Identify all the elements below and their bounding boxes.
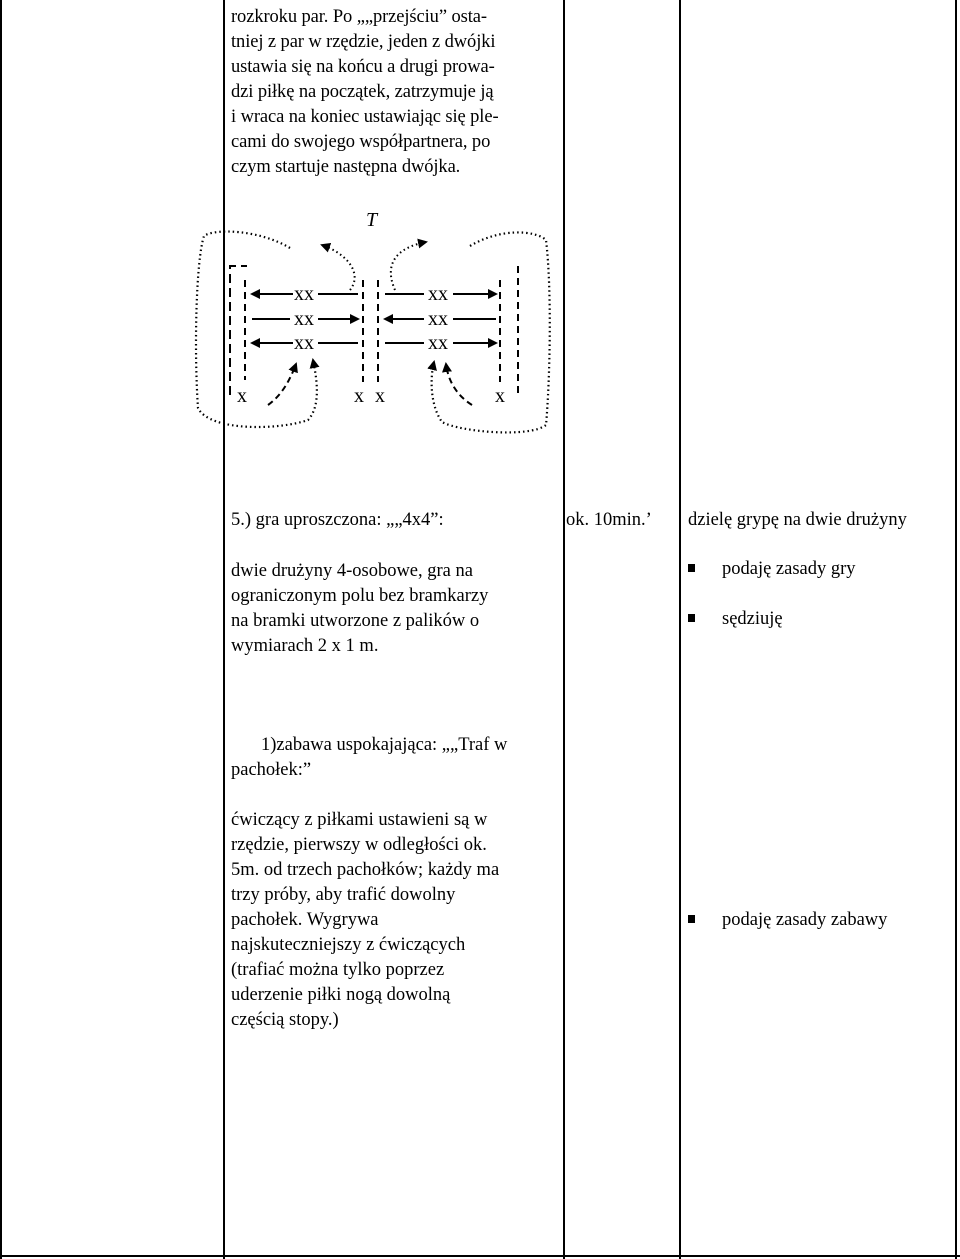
pair-label: xx xyxy=(428,332,448,354)
exercise-line: na bramki utworzone z palików o xyxy=(231,611,480,631)
square-bullet-icon xyxy=(688,614,695,622)
game-line: (trafiać można tylko poprzez xyxy=(231,960,445,980)
player-label: x xyxy=(354,385,364,407)
dashed-arrow-right xyxy=(446,364,472,405)
player-label: x xyxy=(375,385,385,407)
intro-line: cami do swojego współpartnera, po xyxy=(231,132,491,152)
table-border-bottom xyxy=(0,1255,960,1257)
game-line: trzy próby, aby trafić dowolny xyxy=(231,885,456,905)
table-border-right xyxy=(955,0,957,1259)
method-bullet: podaję zasady zabawy xyxy=(722,910,888,930)
method-bullet: podaję zasady gry xyxy=(722,559,856,579)
square-bullet-icon xyxy=(688,915,695,923)
exercise-line: wymiarach 2 x 1 m. xyxy=(231,636,379,656)
table-border-left xyxy=(0,0,2,1259)
player-label: x xyxy=(495,385,505,407)
pair-label: xx xyxy=(294,308,314,330)
drill-diagram xyxy=(190,200,560,460)
exercise-line: ograniczonym polu bez bramkarzy xyxy=(231,586,489,606)
intro-line: czym startuje następna dwójka. xyxy=(231,157,461,177)
method-bullet: sędziuję xyxy=(722,609,783,629)
dotted-loop-right xyxy=(432,232,550,432)
game-line: 5m. od trzech pachołków; każdy ma xyxy=(231,860,500,880)
game-title: 1)zabawa uspokajająca: „„Traf w xyxy=(261,735,508,755)
intro-line: ustawia się na końcu a drugi prowa- xyxy=(231,57,495,77)
game-line: ćwiczący z piłkami ustawieni są w xyxy=(231,810,488,830)
game-line: najskuteczniejszy z ćwiczących xyxy=(231,935,466,955)
game-title: pachołek:” xyxy=(231,760,312,780)
dashed-arrow-left xyxy=(268,364,296,405)
game-line: uderzenie piłki nogą dowolną xyxy=(231,985,451,1005)
exercise-time: ok. 10min.’ xyxy=(566,510,652,530)
dotted-curve-left xyxy=(322,245,355,290)
pair-label: xx xyxy=(428,308,448,330)
game-line: rzędzie, pierwszy w odległości ok. xyxy=(231,835,487,855)
intro-line: dzi piłkę na początek, zatrzymuje ją xyxy=(231,82,494,102)
pair-label: xx xyxy=(294,283,314,305)
dotted-curve-center-right xyxy=(391,242,426,290)
player-label: x xyxy=(237,385,247,407)
game-line: częścią stopy.) xyxy=(231,1010,339,1030)
square-bullet-icon xyxy=(688,564,695,572)
pair-label: xx xyxy=(428,283,448,305)
table-border-col3 xyxy=(679,0,681,1259)
game-line: pachołek. Wygrywa xyxy=(231,910,379,930)
intro-line: rozkroku par. Po „„przejściu” osta- xyxy=(231,7,487,27)
table-border-col2 xyxy=(563,0,565,1259)
table-border-col1 xyxy=(223,0,225,1259)
teacher-label: T xyxy=(366,209,378,231)
exercise-title: 5.) gra uproszczona: „„4x4”: xyxy=(231,510,444,530)
intro-line: i wraca na koniec ustawiając się ple- xyxy=(231,107,499,127)
intro-line: tniej z par w rzędzie, jeden z dwójki xyxy=(231,32,496,52)
exercise-line: dwie drużyny 4-osobowe, gra na xyxy=(231,561,473,581)
method-intro: dzielę grypę na dwie drużyny xyxy=(688,510,907,530)
pair-label: xx xyxy=(294,332,314,354)
